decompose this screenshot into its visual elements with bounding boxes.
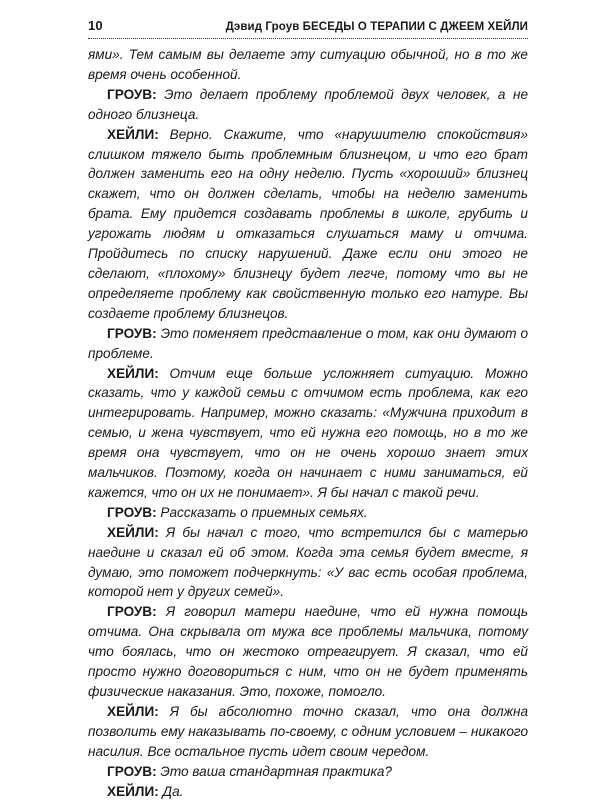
dialogue-text: Это поменяет представление о том, как они думают о проблеме. xyxy=(88,325,529,361)
running-head: Дэвид Гроув БЕСЕДЫ О ТЕРАПИИ С ДЖЕЕМ ХЕЙЛИ xyxy=(225,21,528,33)
dialogue-paragraph xyxy=(88,702,528,762)
speaker-label: ГРОУВ: xyxy=(107,504,157,520)
dialogue-paragraph xyxy=(88,782,528,801)
dialogue-text: Да. xyxy=(162,783,184,799)
speaker-label: ХЕЙЛИ: xyxy=(107,365,159,381)
dialogue-paragraph xyxy=(88,762,528,782)
speaker-label: ГРОУВ: xyxy=(107,86,157,102)
dialogue-paragraph xyxy=(88,324,528,364)
dialogue-text: Это ваша стандартная практика? xyxy=(160,763,392,779)
page-number: 10 xyxy=(88,18,103,33)
dialogue-text: ями». Тем самым вы делаете эту ситуацию обычной, но в то же время очень особенной. xyxy=(88,47,528,82)
dialogue-paragraph xyxy=(88,85,528,125)
dialogue-paragraph xyxy=(88,45,528,85)
dialogue-paragraph xyxy=(88,125,528,324)
speaker-label: ГРОУВ: xyxy=(107,325,157,341)
dialogue-text: Я говорил матери наедине, что ей нужна помощь отчима. Она скрывала от мужа все проблемы мальчика, потому что боялась, что он жестоко отреагирует. Я сказал, что ей просто нужно договориться с ним, что он не будет применять физические наказания. Это, похоже, помогло. xyxy=(88,604,529,699)
dialogue-paragraph xyxy=(88,523,528,603)
speaker-label: ХЕЙЛИ: xyxy=(107,783,159,799)
page-header xyxy=(88,18,528,39)
dialogue-text: Рассказать о приемных семьях. xyxy=(160,504,368,520)
dialogue-text: Верно. Скажите, что «нарушителю спокойствия» слишком тяжело быть проблемным близнецом, и что его брат должен заменить его на одну неделю. Пусть «хороший» близнец скажет, что он должен сделать, чтобы на неделю заменить брата. Ему придется создавать проблемы в школе, грубить и угрожать людям и отказаться слушаться маму и отчима. Пройдитесь по списку нарушений. Даже если они этого не сделают, «плохому» близнецу будет легче, потому что вы не определяете проблему как свойственную только его натуре. Вы создаете проблему близнецов. xyxy=(88,126,528,321)
page-body xyxy=(88,45,528,801)
speaker-label: ХЕЙЛИ: xyxy=(107,524,159,540)
dialogue-paragraph xyxy=(88,364,528,503)
dialogue-text: Отчим еще больше усложняет ситуацию. Можно сказать, что у каждой семьи с отчимом есть проблема, как его интегрировать. Например, можно сказать: «Мужчина приходит в семью, и жена чувствует, что ей нужна его помощь, но в то же время она чувствует, что он не очень хорошо знает этих мальчиков. Поэтому, когда он начинает с ними заниматься, ей кажется, что он их не понимает». Я бы начал с такой речи. xyxy=(88,365,528,500)
dialogue-paragraph xyxy=(88,602,528,702)
dialogue-text: Это делает проблему проблемой двух человек, а не одного близнеца. xyxy=(88,86,529,122)
speaker-label: ГРОУВ: xyxy=(107,604,157,620)
dialogue-paragraph xyxy=(88,503,528,523)
dialogue-text: Я бы абсолютно точно сказал, что она должна позволить ему наказывать по-своему, с одним условием – никакого насилия. Все остальное пусть идет своим чередом. xyxy=(88,703,529,759)
book-page xyxy=(88,18,528,801)
dialogue-text: Я бы начал с того, что встретился бы с матерью наедине и сказал ей об этом. Когда эта семья будет вместе, я думаю, это поможет подчеркнуть: «У вас есть особая проблема, которой нет у других семей». xyxy=(88,524,529,600)
speaker-label: ХЕЙЛИ: xyxy=(107,703,159,719)
speaker-label: ХЕЙЛИ: xyxy=(107,126,159,142)
speaker-label: ГРОУВ: xyxy=(107,763,157,779)
